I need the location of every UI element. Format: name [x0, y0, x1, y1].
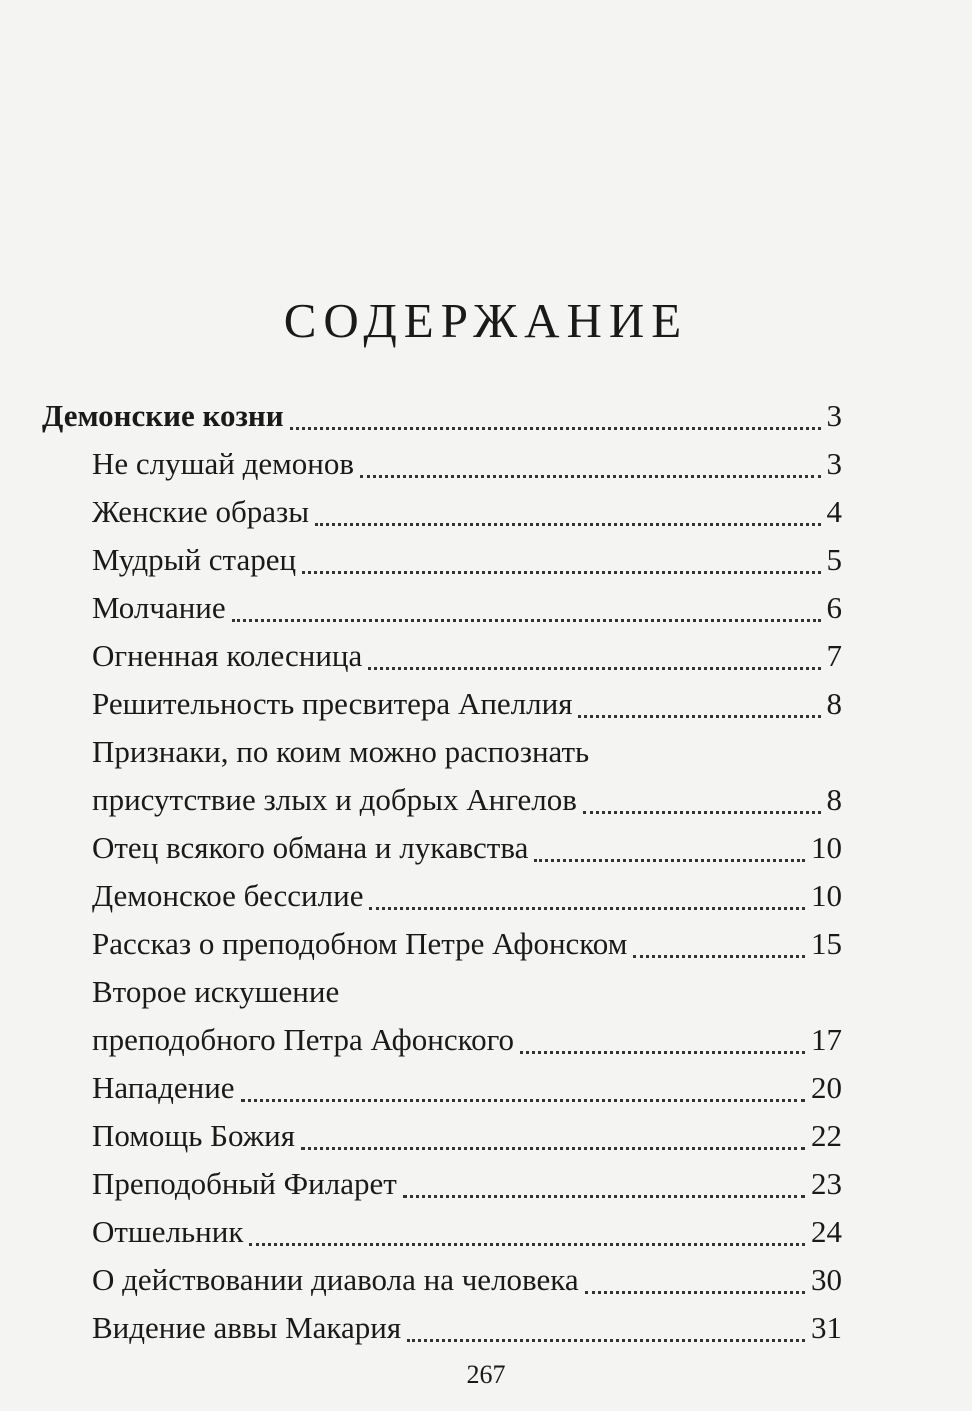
toc-page-number: 7 — [826, 638, 842, 673]
toc-page-number: 10 — [811, 830, 842, 865]
dot-leader — [290, 427, 821, 430]
dot-leader — [241, 1099, 805, 1102]
toc-page-number: 24 — [811, 1214, 842, 1249]
toc-entry-label: Преподобный Филарет — [92, 1166, 397, 1201]
toc-entry[interactable] — [92, 488, 842, 536]
toc-page-number: 10 — [811, 878, 842, 913]
toc-entry[interactable] — [92, 824, 842, 872]
toc-page-number: 8 — [826, 782, 842, 817]
dot-leader — [315, 523, 820, 526]
page-number: 267 — [466, 1360, 506, 1389]
toc-page-number: 31 — [811, 1310, 842, 1345]
toc-entry-label: Молчание — [92, 590, 226, 625]
toc-entry-label: Рассказ о преподобном Петре Афонском — [92, 926, 628, 961]
dot-leader — [232, 619, 821, 622]
toc-entry-label: Видение аввы Макария — [92, 1310, 402, 1345]
toc-section-heading[interactable] — [42, 388, 842, 440]
toc-entry-label: Не слушай демонов — [92, 446, 354, 481]
dot-leader — [633, 955, 805, 958]
toc-entry-label: Огненная колесница — [92, 638, 363, 673]
toc-page-number: 15 — [811, 926, 842, 961]
toc-entry[interactable] — [92, 584, 842, 632]
toc-entry-label: Нападение — [92, 1070, 235, 1105]
toc-entry-label-line1: Второе искушение — [92, 974, 340, 1009]
toc-entry-label-line1: Признаки, по коим можно распознать — [92, 734, 590, 769]
toc-entry[interactable] — [92, 1112, 842, 1160]
dot-leader — [578, 715, 820, 718]
toc-entry-label-line2: преподобного Петра Афонского — [92, 1022, 515, 1057]
toc-entry-label: О действовании диавола на человека — [92, 1262, 579, 1297]
toc-entry-label: Отец всякого обмана и лукавства — [92, 830, 529, 865]
dot-leader — [368, 667, 820, 670]
toc-entry[interactable] — [92, 1256, 842, 1304]
toc-entry[interactable] — [92, 728, 842, 824]
toc-page-number: 3 — [826, 446, 842, 481]
toc-entry-label: Мудрый старец — [92, 542, 297, 577]
toc-entry-label: Женские образы — [92, 494, 310, 529]
dot-leader — [369, 907, 805, 910]
toc-page-number: 4 — [826, 494, 842, 529]
dot-leader — [249, 1243, 805, 1246]
toc-page-number: 6 — [826, 590, 842, 625]
dot-leader — [520, 1051, 805, 1054]
toc-entry[interactable] — [92, 1208, 842, 1256]
dot-leader — [534, 859, 805, 862]
toc-section-label: Демонские козни — [42, 398, 284, 433]
toc-page-number: 17 — [811, 1022, 842, 1057]
toc-entry[interactable] — [92, 632, 842, 680]
toc-entry[interactable] — [92, 968, 842, 1064]
toc-entry-label: Помощь Божия — [92, 1118, 295, 1153]
toc-entry-label: Отшельник — [92, 1214, 244, 1249]
toc-page-number: 5 — [826, 542, 842, 577]
toc-entry[interactable] — [92, 872, 842, 920]
toc-page-number: 22 — [811, 1118, 842, 1153]
dot-leader — [585, 1291, 805, 1294]
dot-leader — [360, 475, 821, 478]
toc-entry[interactable] — [92, 1160, 842, 1208]
toc-page-number: 20 — [811, 1070, 842, 1105]
toc-entry[interactable] — [92, 1304, 842, 1352]
toc-entry[interactable] — [92, 440, 842, 488]
toc-page-number: 30 — [811, 1262, 842, 1297]
toc-page-number: 8 — [826, 686, 842, 721]
toc-page-number: 23 — [811, 1166, 842, 1201]
dot-leader — [301, 1147, 805, 1150]
toc-entry-label-line2: присутствие злых и добрых Ангелов — [92, 782, 577, 817]
page-title: СОДЕРЖАНИЕ — [283, 293, 689, 348]
toc-page-number: 3 — [826, 398, 842, 433]
toc-entry[interactable] — [92, 1064, 842, 1112]
toc-entry[interactable] — [92, 920, 842, 968]
dot-leader — [407, 1339, 805, 1342]
toc-entry[interactable] — [92, 536, 842, 584]
table-of-contents — [42, 388, 842, 1352]
toc-entry-label: Решительность пресвитера Апеллия — [92, 686, 573, 721]
toc-entry-label: Демонское бессилие — [92, 878, 364, 913]
dot-leader — [583, 811, 821, 814]
dot-leader — [403, 1195, 805, 1198]
dot-leader — [302, 571, 820, 574]
toc-entry[interactable] — [92, 680, 842, 728]
